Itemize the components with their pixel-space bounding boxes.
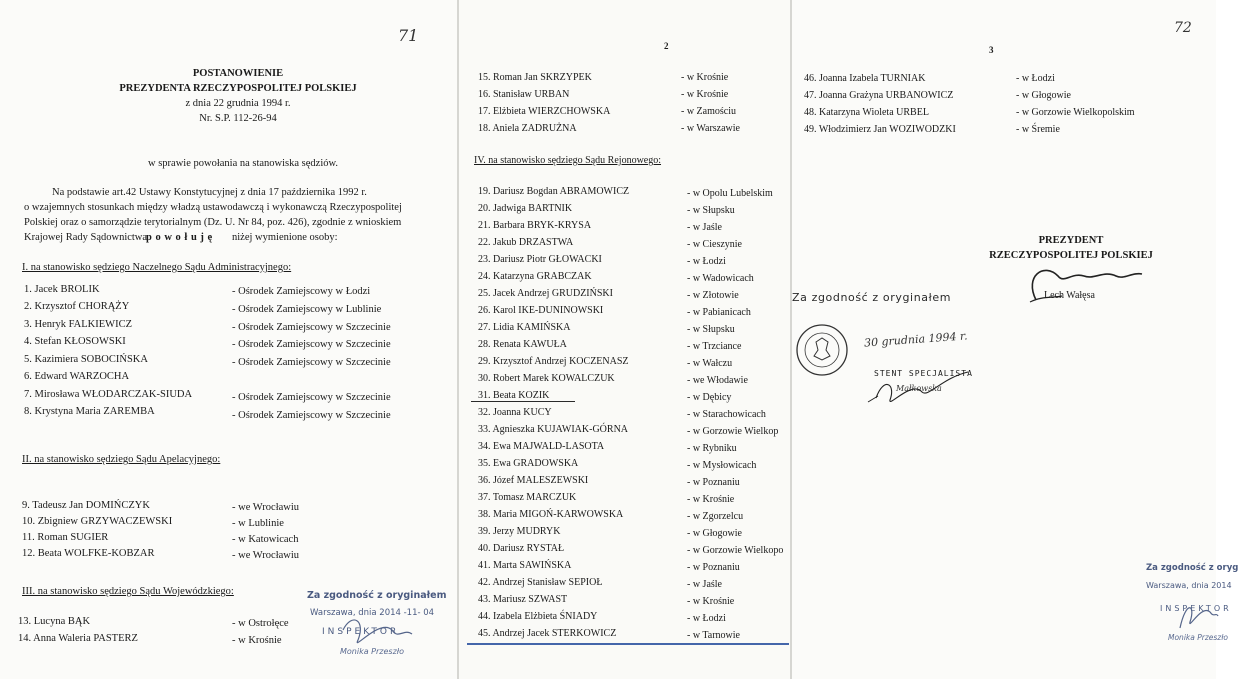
appointee-place: - w Starachowicach — [687, 409, 766, 420]
appointee-place: - w Słupsku — [687, 324, 735, 335]
appointee-place: - w Wadowicach — [687, 273, 754, 284]
appointee-place: - Ośrodek Zamiejscowy w Łodzi — [232, 286, 371, 297]
section-heading: III. na stanowisko sędziego Sądu Wojewódzkiego: — [22, 586, 234, 597]
stamp-line: Za zgodność z oryginałem — [307, 590, 447, 601]
clerk-stamp-line: Małkowska — [896, 384, 942, 393]
appointee-name: 14. Anna Waleria PASTERZ — [18, 633, 138, 644]
document-page-1 — [0, 0, 457, 679]
stamp-line: Monika Przeszło — [340, 647, 404, 656]
appointee-place: - w Krośnie — [232, 635, 282, 646]
corner-page-number: 72 — [1174, 20, 1192, 36]
appointee-place: - w Krośnie — [687, 494, 735, 505]
appointee-place: - w Rybniku — [687, 443, 737, 454]
appointee-place: - w Krośnie — [687, 596, 735, 607]
appointee-place: - w Pabianicach — [687, 307, 751, 318]
appointee-place: - Ośrodek Zamiejscowy w Szczecinie — [232, 410, 391, 421]
appointee-name: 20. Jadwiga BARTNIK — [478, 203, 573, 214]
document-page-3 — [792, 0, 1238, 679]
stamp-signature-icon — [0, 0, 457, 679]
decree-issuer: PREZYDENTA RZECZYPOSPOLITEJ POLSKIEJ — [119, 83, 357, 94]
appointee-name: 46. Joanna Izabela TURNIAK — [804, 73, 926, 84]
appointee-name: 6. Edward WARZOCHA — [24, 371, 130, 382]
appointee-place: - w Gorzowie Wielkopo — [687, 545, 784, 556]
appointee-name: 26. Karol IKE-DUNINOWSKI — [478, 305, 604, 316]
appointee-name: 12. Beata WOLFKE-KOBZAR — [22, 548, 155, 559]
appointee-place: - w Gorzowie Wielkopolskim — [1016, 107, 1135, 118]
appointee-name: 5. Kazimiera SOBOCIŃSKA — [24, 354, 148, 365]
appointee-name: 42. Andrzej Stanisław SEPIOŁ — [478, 577, 603, 588]
appointee-place: - Ośrodek Zamiejscowy w Szczecinie — [232, 339, 391, 350]
section-heading: IV. na stanowisko sędziego Sądu Rejonowego: — [474, 155, 662, 166]
appointee-name: 39. Jerzy MUDRYK — [478, 526, 561, 537]
preamble-line: o wzajemnych stosunkach między władzą ustawodawczą i wykonawczą Rzeczypospolitej — [24, 202, 402, 213]
appointee-name: 28. Renata KAWUŁA — [478, 339, 567, 350]
appointee-name: 37. Tomasz MARCZUK — [478, 492, 577, 503]
stamp-line: Za zgodność z oryg — [1146, 563, 1238, 573]
appointee-name: 3. Henryk FALKIEWICZ — [24, 319, 132, 330]
appointee-name: 38. Maria MIGOŃ-KARWOWSKA — [478, 509, 624, 520]
appointee-place: - w Śremie — [1016, 124, 1060, 135]
appointee-place: - w Mysłowicach — [687, 460, 757, 471]
appointee-name: 44. Izabela Elżbieta ŚNIADY — [478, 611, 598, 622]
page-number: 3 — [989, 45, 994, 55]
appointee-place: - w Poznaniu — [687, 562, 740, 573]
signature-title: PREZYDENT — [1038, 235, 1104, 246]
appointee-name: 8. Krystyna Maria ZAREMBA — [24, 406, 155, 417]
appointee-place: - w Opolu Lubelskim — [687, 188, 773, 199]
appointee-place: - Ośrodek Zamiejscowy w Szczecinie — [232, 322, 391, 333]
decree-title: POSTANOWIENIE — [192, 68, 284, 79]
appointee-place: - Ośrodek Zamiejscowy w Lublinie — [232, 304, 382, 315]
appointee-place: - w Krośnie — [681, 72, 729, 83]
appointee-name: 33. Agnieszka KUJAWIAK-GÓRNA — [478, 424, 629, 435]
appointee-place: - w Słupsku — [687, 205, 735, 216]
preamble-line: Krajowej Rady Sądownictwa — [24, 232, 148, 243]
stamp-line: Warszawa, dnia 2014 — [1146, 581, 1232, 590]
preamble-appoint: p o w o ł u j ę — [146, 232, 213, 243]
signer-name: Lech Wałęsa — [1044, 290, 1095, 301]
appointee-place: - w Katowicach — [232, 534, 299, 545]
appointee-place: - w Ostrołęce — [232, 618, 289, 629]
appointee-place: - w Łodzi — [687, 613, 726, 624]
appointee-name: 22. Jakub DRZASTWA — [478, 237, 574, 248]
stamp-line: Warszawa, dnia 2014 -11- 04 — [310, 608, 435, 618]
appointee-place: - w Gorzowie Wielkop — [687, 426, 779, 437]
appointee-name: 19. Dariusz Bogdan ABRAMOWICZ — [478, 186, 630, 197]
appointee-name: 32. Joanna KUCY — [478, 407, 552, 418]
signature-title: RZECZYPOSPOLITEJ POLSKIEJ — [989, 250, 1153, 261]
appointee-name: 16. Stanisław URBAN — [478, 89, 570, 100]
appointee-place: - w Cieszynie — [687, 239, 742, 250]
page-number: 2 — [664, 41, 669, 51]
appointee-name: 17. Elżbieta WIERZCHOWSKA — [478, 106, 611, 117]
clerk-stamp-line: STENT SPECJALISTA — [874, 369, 973, 378]
appointee-name: 7. Mirosława WŁODARCZAK-SIUDA — [24, 389, 193, 400]
handwritten-underline — [467, 643, 789, 645]
appointee-name: 47. Joanna Grażyna URBANOWICZ — [804, 90, 954, 101]
appointee-place: - w Jaśle — [687, 222, 722, 233]
appointee-name: 9. Tadeusz Jan DOMIŃCZYK — [22, 500, 150, 511]
appointee-place: - w Zamościu — [681, 106, 736, 117]
appointee-place: - w Dębicy — [687, 392, 732, 403]
appointee-name: 15. Roman Jan SKRZYPEK — [478, 72, 592, 83]
appointee-place: - w Wałczu — [687, 358, 733, 369]
appointee-name: 36. Józef MALESZEWSKI — [478, 475, 589, 486]
handwritten-underline — [471, 401, 575, 402]
stamp-line: INSPEKTOR — [1160, 604, 1232, 613]
appointee-place: - we Wrocławiu — [232, 502, 300, 513]
appointee-name: 31. Beata KOZIK — [478, 390, 550, 401]
appointee-place: - w Lublinie — [232, 518, 284, 529]
appointee-name: 35. Ewa GRADOWSKA — [478, 458, 579, 469]
appointee-name: 4. Stefan KŁOSOWSKI — [24, 336, 126, 347]
appointee-name: 25. Jacek Andrzej GRUDZIŃSKI — [478, 288, 613, 299]
copy-conformity-note: Za zgodność z oryginałem — [792, 291, 952, 304]
appointee-name: 18. Aniela ZADRUŻNA — [478, 123, 577, 134]
appointee-place: - we Włodawie — [687, 375, 748, 386]
appointee-place: - w Tarnowie — [687, 630, 740, 641]
preamble-line: Na podstawie art.42 Ustawy Konstytucyjnej z dnia 17 października 1992 r. — [52, 187, 367, 198]
appointee-name: 43. Mariusz SZWAST — [478, 594, 568, 605]
appointee-name: 48. Katarzyna Wioleta URBEL — [804, 107, 929, 118]
appointee-place: - w Zgorzelcu — [687, 511, 744, 522]
appointee-name: 13. Lucyna BĄK — [18, 616, 91, 627]
appointee-name: 40. Dariusz RYSTAŁ — [478, 543, 565, 554]
appointee-name: 11. Roman SUGIER — [22, 532, 109, 543]
handwritten-date: 30 grudnia 1994 r. — [863, 329, 968, 350]
appointee-place: - w Jaśle — [687, 579, 722, 590]
appointee-place: - w Łodzi — [1016, 73, 1055, 84]
appointee-place: - Ośrodek Zamiejscowy w Szczecinie — [232, 357, 391, 368]
appointee-place: - w Złotowie — [687, 290, 739, 301]
appointee-place: - Ośrodek Zamiejscowy w Szczecinie — [232, 392, 391, 403]
appointee-name: 10. Zbigniew GRZYWACZEWSKI — [22, 516, 173, 527]
appointee-name: 45. Andrzej Jacek STERKOWICZ — [478, 628, 617, 639]
stamp-line: Monika Przeszło — [1168, 633, 1228, 642]
decree-number: Nr. S.P. 112-26-94 — [199, 113, 277, 124]
appointee-name: 29. Krzysztof Andrzej KOCZENASZ — [478, 356, 629, 367]
appointee-name: 2. Krzysztof CHORĄŻY — [24, 301, 130, 312]
appointee-place: - we Wrocławiu — [232, 550, 300, 561]
appointee-place: - w Trzciance — [687, 341, 742, 352]
appointee-place: - w Głogowie — [687, 528, 742, 539]
appointee-place: - w Warszawie — [681, 123, 740, 134]
appointee-place: - w Poznaniu — [687, 477, 740, 488]
preamble-line: niżej wymienione osoby: — [232, 232, 338, 243]
section-heading: I. na stanowisko sędziego Naczelnego Sądu Administracyjnego: — [22, 262, 292, 273]
decree-subject: w sprawie powołania na stanowiska sędziów. — [148, 158, 339, 169]
stamp-line: INSPEKTOR — [322, 627, 400, 637]
appointee-place: - w Krośnie — [681, 89, 729, 100]
corner-page-number: 71 — [398, 26, 419, 45]
appointee-place: - w Głogowie — [1016, 90, 1071, 101]
document-page-2 — [459, 0, 790, 679]
decree-date: z dnia 22 grudnia 1994 r. — [185, 98, 291, 109]
appointee-name: 27. Lidia KAMIŃSKA — [478, 322, 571, 333]
appointee-name: 41. Marta SAWIŃSKA — [478, 560, 572, 571]
appointee-name: 30. Robert Marek KOWALCZUK — [478, 373, 615, 384]
appointee-name: 34. Ewa MAJWALD-LASOTA — [478, 441, 605, 452]
appointee-name: 23. Dariusz Piotr GŁOWACKI — [478, 254, 602, 265]
appointee-name: 1. Jacek BROLIK — [24, 284, 100, 295]
appointee-name: 24. Katarzyna GRABCZAK — [478, 271, 592, 282]
appointee-place: - w Łodzi — [687, 256, 726, 267]
section-heading: II. na stanowisko sędziego Sądu Apelacyjnego: — [22, 454, 221, 465]
stamp-signature-icon — [792, 0, 1216, 679]
preamble-line: Polskiej oraz o samorządzie terytorialnym (Dz. U. Nr 84, poz. 426), zgodnie z wnioskiem — [24, 217, 402, 228]
appointee-name: 49. Włodzimierz Jan WOZIWODZKI — [804, 124, 956, 135]
appointee-name: 21. Barbara BRYK-KRYSA — [478, 220, 592, 231]
